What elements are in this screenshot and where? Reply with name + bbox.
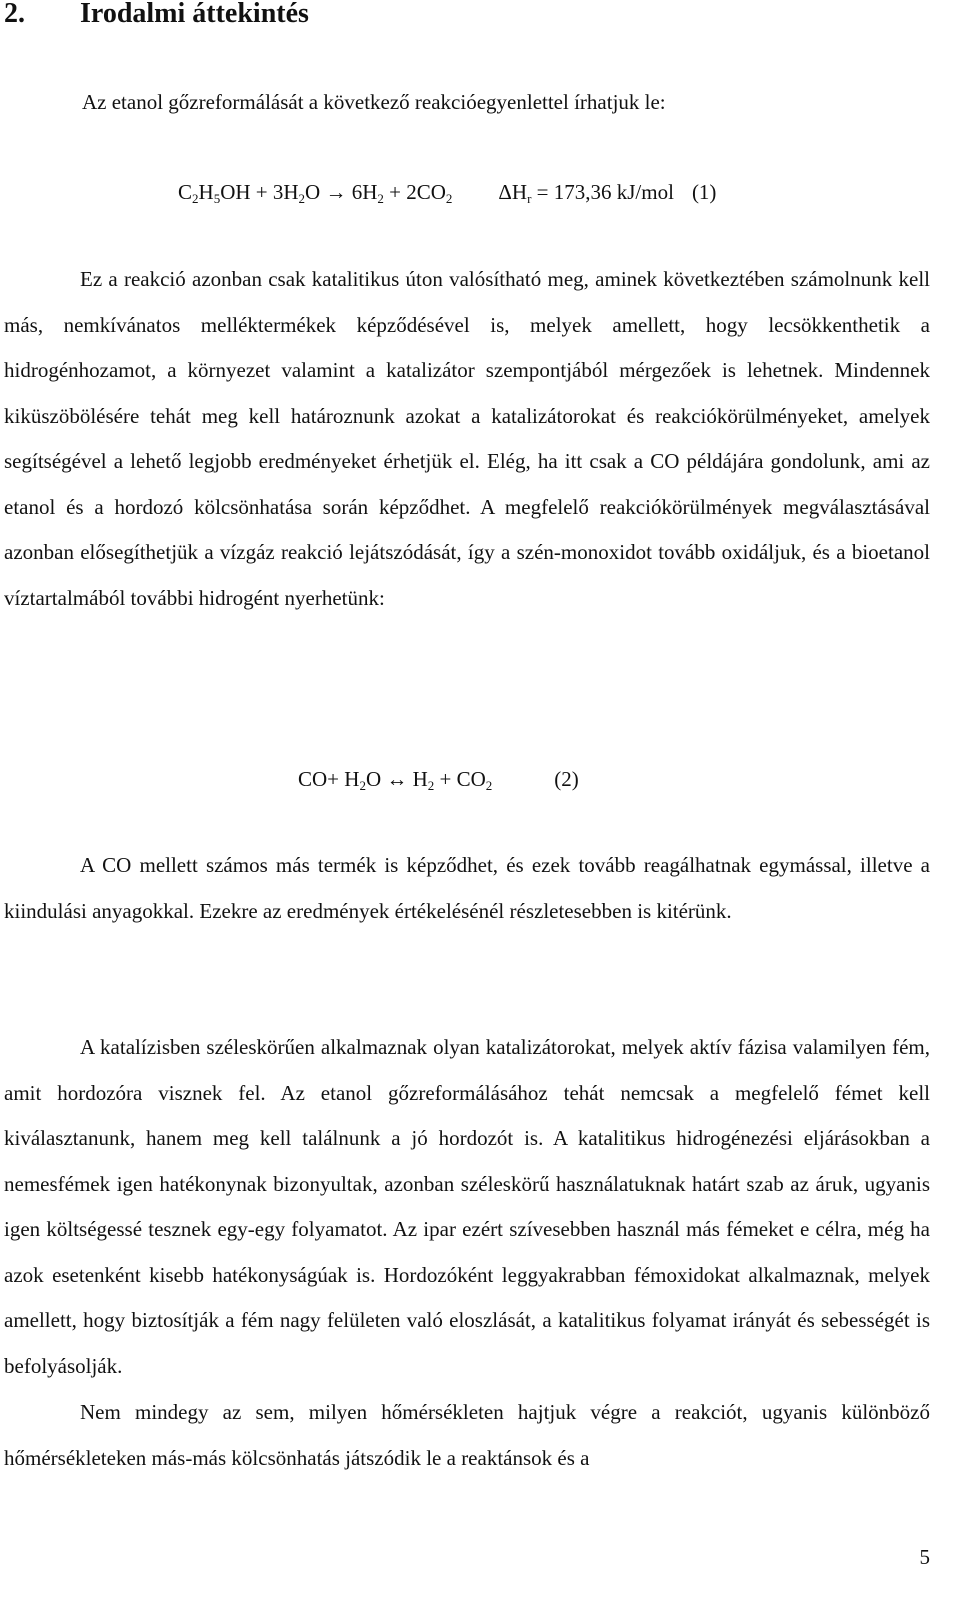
eq1-subscript: 5	[213, 191, 221, 206]
equation-1	[178, 177, 716, 207]
section-heading	[4, 0, 309, 34]
section-number: 2.	[4, 0, 25, 29]
eq1-subscript: 2	[445, 191, 453, 206]
paragraph-4	[4, 1390, 930, 1481]
eq1-subscript: 2	[377, 191, 384, 206]
equation-1-number: (1)	[691, 180, 717, 204]
paragraph-4-text: Nem mindegy az sem, milyen hőmérsékleten hajtjuk végre a reakciót, ugyanis különböző hőmérsékleteken más-más kölcsönhatás játszódik le a reaktánsok és a	[4, 1400, 930, 1470]
section-title: Irodalmi áttekintés	[80, 0, 309, 29]
eq2-subscript: 2	[359, 778, 366, 793]
eq1-subscript: 2	[192, 191, 199, 206]
paragraph-1-text: Ez a reakció azonban csak katalitikus úton valósítható meg, aminek következtében számolnunk kell más, nemkívánatos melléktermékek képződésével is, melyek amellett, hogy lecsökkenthetik a hidrogénhozamot, a környezet valamint a katalizátor szempontjából mérgezőek is lehetnek. Mindennek kiküszöbölésére tehát meg kell határoznunk azokat a katalizátorokat és reakciókörülményeket, amelyek segítségével a lehető legjobb eredményeket érhetjük el. Elég, ha itt csak a CO példájára gondolunk, ami az etanol és a hordozó kölcsönhatása során képződhet. A megfelelő reakciókörülmények megválasztásával azonban elősegíthetjük a vízgáz reakció lejátszódását, így a szén-monoxidot tovább oxidáljuk, és a bioetanol víztartalmából további hidrogént nyerhetünk:	[4, 267, 930, 610]
eq1-term: + 2CO	[383, 180, 446, 204]
eq2-term: CO+ H	[298, 767, 360, 791]
eq2-subscript: 2	[485, 778, 493, 793]
paragraph-1	[4, 257, 930, 621]
enthalpy-subscript: r	[527, 191, 532, 206]
paragraph-2	[4, 843, 930, 934]
paragraph-3	[4, 1025, 930, 1389]
equation-2-number: (2)	[554, 767, 579, 791]
paragraph-2-text: A CO mellett számos más termék is képződhet, és ezek tovább reagálhatnak egymással, illetve a kiindulási anyagokkal. Ezekre az eredmények értékelésénél részletesebben is kitérünk.	[4, 853, 930, 923]
eq1-term: OH + 3H	[220, 180, 299, 204]
eq2-subscript: 2	[427, 778, 435, 793]
paragraph-3-text: A katalízisben széleskörűen alkalmaznak olyan katalizátorokat, melyek aktív fázisa valamilyen fém, amit hordozóra visznek fel. Az etanol gőzreformálásához tehát nemcsak a megfelelő fémet kell kiválasztanunk, hanem meg kell találnunk a jó hordozót is. A katalitikus hidrogénezési eljárásokban a nemesfémek igen hatékonynak bizonyultak, azonban széleskörű használatuknak határt szab az áruk, ugyanis igen költségessé tesznek egy-egy folyamatot. Az ipar ezért szívesebben használ más fémeket e célra, még ha azok esetenként kisebb hatékonyságúak is. Hordozóként leggyakrabban fémoxidokat alkalmaznak, melyek amellett, hogy biztosítják a fém nagy felületen való eloszlását, a katalitikus folyamat irányát és sebességét is befolyásolják.	[4, 1035, 930, 1378]
page-number: 5	[919, 1545, 930, 1569]
eq1-term: C	[178, 180, 193, 204]
eq1-subscript: 2	[298, 191, 306, 206]
equation-2	[298, 764, 579, 794]
eq2-term: O ↔ H	[365, 767, 428, 791]
enthalpy-value: = 173,36 kJ/mol	[531, 180, 674, 204]
eq1-term: O → 6H	[305, 180, 378, 204]
eq1-term: H	[198, 180, 214, 204]
intro-sentence: Az etanol gőzreformálását a következő reakcióegyenlettel írhatjuk le:	[82, 90, 666, 114]
enthalpy-symbol: ΔH	[498, 180, 528, 204]
eq2-term: + CO	[434, 767, 486, 791]
